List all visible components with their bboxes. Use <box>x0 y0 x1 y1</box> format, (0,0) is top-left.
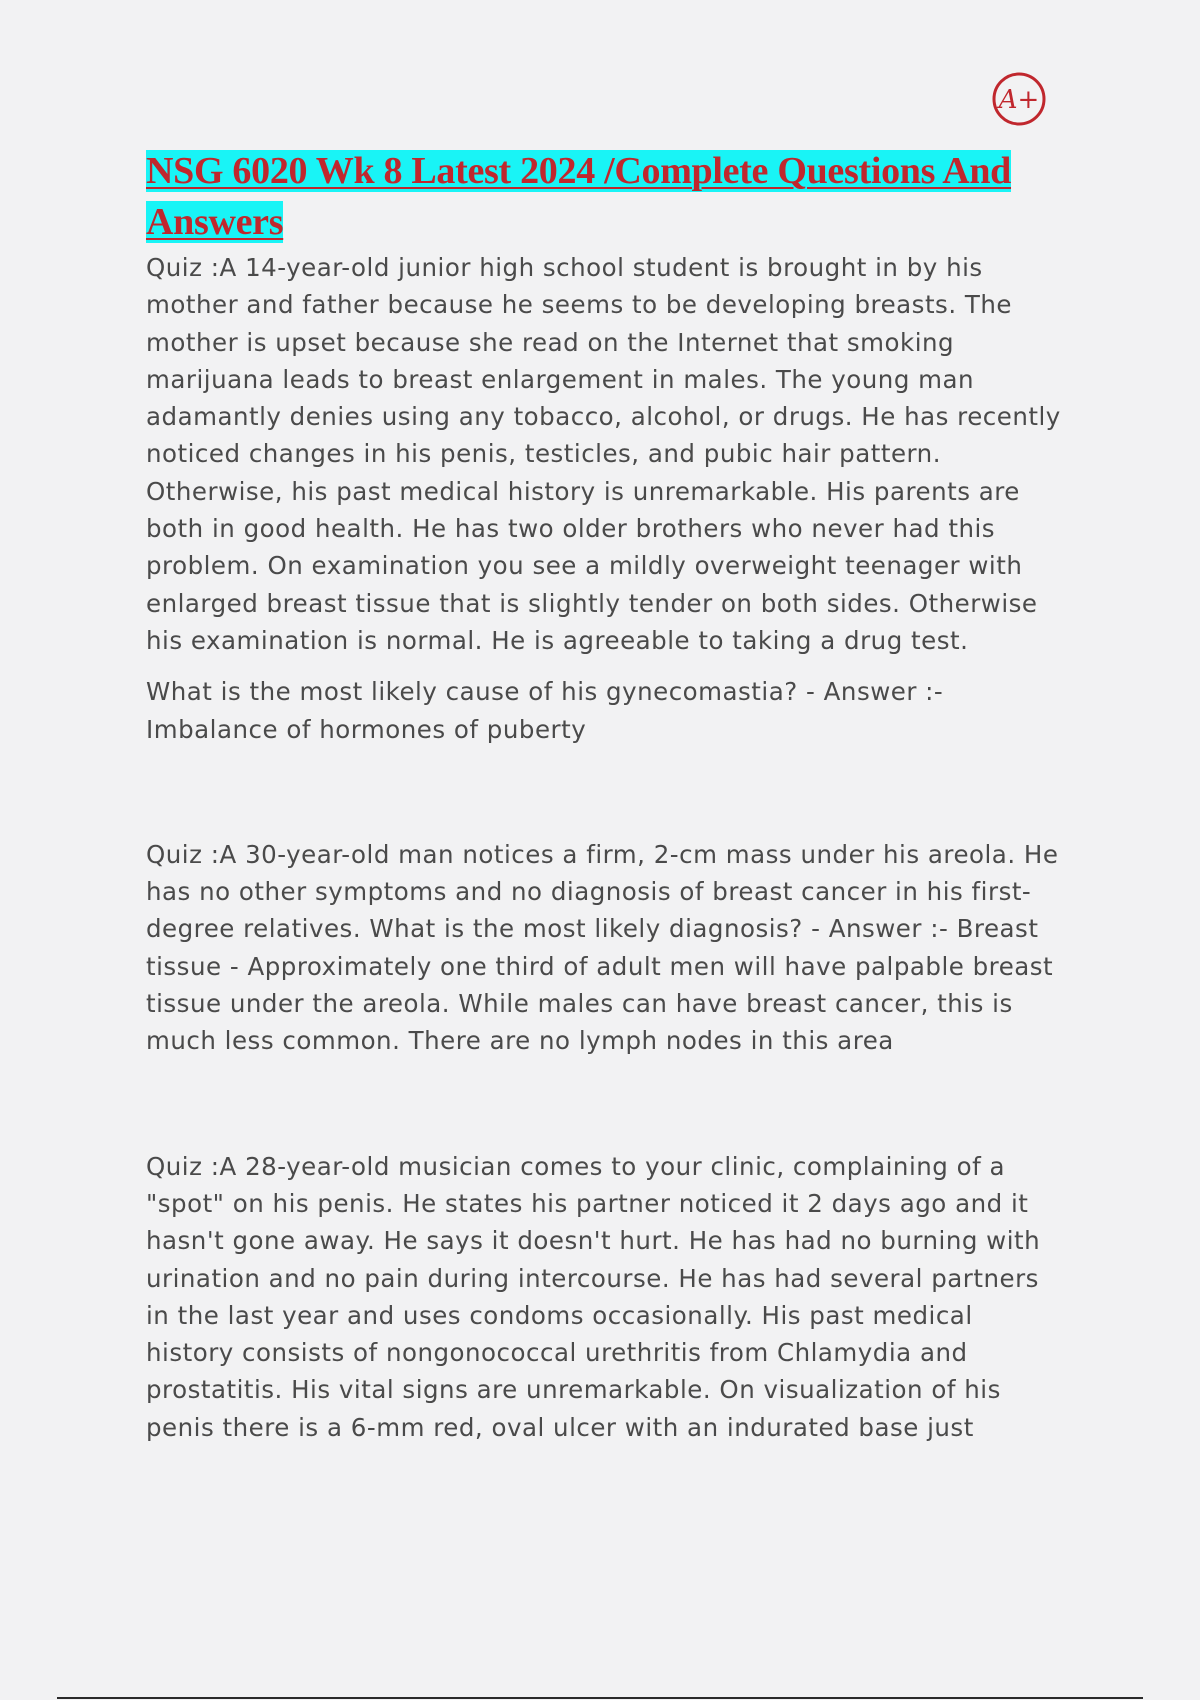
document-title-text: NSG 6020 Wk 8 Latest 2024 /Complete Questions And Answers <box>146 150 1012 243</box>
footer-divider <box>57 1697 1143 1699</box>
quiz-question-2: Quiz :A 30-year-old man notices a firm, 2-cm mass under his areola. He has no other symptoms and no diagnosis of breast cancer in his first-degree relatives. What is the most likely diagnosis? - Answer :- Breast tissue - Approximately one third of adult men will have palpable breast tissue under the areola. While males can have breast cancer, this is much less common. There are no lymph nodes in this area <box>146 839 1059 1056</box>
quiz-question-1: Quiz :A 14-year-old junior high school student is brought in by his mother and father because he seems to be developing breasts. The mother is upset because she read on the Internet that smoking marijuana leads to breast enlargement in males. The young man adamantly denies using any tobacco, alcohol, or drugs. He has recently noticed changes in his penis, testicles, and pubic hair pattern. Otherwise, his past medical history is unremarkable. His parents are both in good health. He has two older brothers who never had this problem. On examination you see a mildly overweight teenager with enlarged breast tissue that is slightly tender on both sides. Otherwise his examination is normal. He is agreeable to taking a drug test. <box>146 253 1061 655</box>
a-plus-grade-icon <box>991 71 1047 127</box>
quiz-answer-1: What is the most likely cause of his gynecomastia? - Answer :- Imbalance of hormones of puberty <box>146 677 944 744</box>
document-content <box>146 146 1066 1446</box>
document-title <box>146 146 1066 248</box>
badge-text: A+ <box>998 85 1040 115</box>
quiz-question-3: Quiz :A 28-year-old musician comes to your clinic, complaining of a "spot" on his penis. He states his partner noticed it 2 days ago and it hasn't gone away. He says it doesn't hurt. He has had no burning with urination and no pain during intercourse. He has had several partners in the last year and uses condoms occasionally. His past medical history consists of nongonococcal urethritis from Chlamydia and prostatitis. His vital signs are unremarkable. On visualization of his penis there is a 6-mm red, oval ulcer with an indurated base just <box>146 1151 1041 1442</box>
